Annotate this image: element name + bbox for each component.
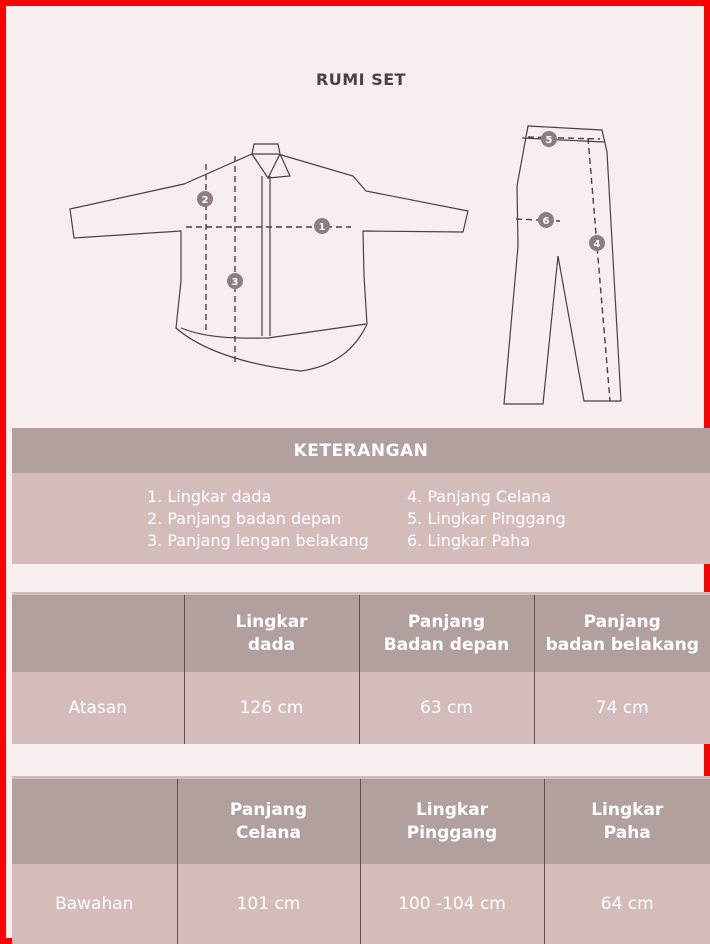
legend-item: 1. Lingkar dada — [147, 487, 272, 506]
size-table-top — [12, 595, 710, 744]
table-header-row — [12, 595, 710, 672]
legend-item: 3. Panjang lengan belakang — [147, 531, 369, 550]
table-cell: 100 -104 cm — [360, 864, 544, 944]
marker-2-label: 2 — [201, 195, 209, 206]
table-cell: 126 cm — [184, 672, 359, 744]
table-cell: 74 cm — [534, 672, 710, 744]
table-header-cell — [12, 595, 184, 672]
keterangan-legend — [12, 473, 710, 564]
table-header-cell: Lingkar dada — [184, 595, 359, 672]
table-header-cell — [12, 779, 177, 864]
table-cell: 63 cm — [359, 672, 534, 744]
legend-column-right — [407, 486, 566, 552]
table-cell: 64 cm — [544, 864, 710, 944]
page-title: RUMI SET — [315, 70, 407, 89]
table-cell: Atasan — [12, 672, 184, 744]
table-header-row — [12, 779, 710, 864]
table-row — [12, 864, 710, 944]
marker-3-label: 3 — [231, 277, 239, 288]
legend-item: 5. Lingkar Pinggang — [407, 509, 566, 528]
table-header-cell: Lingkar Paha — [544, 779, 710, 864]
shirt-placket — [262, 176, 270, 336]
marker-4-label: 4 — [593, 239, 601, 250]
marker-5-label: 5 — [545, 135, 553, 146]
keterangan-heading: KETERANGAN — [12, 428, 710, 473]
table-header-cell: Panjang Badan depan — [359, 595, 534, 672]
table-row — [12, 672, 710, 744]
shirt-collar — [252, 144, 290, 178]
table-header-cell: Lingkar Pinggang — [360, 779, 544, 864]
legend-item: 4. Panjang Celana — [407, 487, 552, 506]
marker-6-label: 6 — [542, 216, 550, 227]
shirt-hem — [181, 324, 366, 338]
size-table-bottom — [12, 779, 710, 944]
legend-item: 6. Lingkar Paha — [407, 531, 531, 550]
table-cell: Bawahan — [12, 864, 177, 944]
pants-outline — [504, 126, 621, 404]
table-header-cell: Panjang Celana — [177, 779, 360, 864]
marker-1-label: 1 — [318, 222, 326, 233]
garment-sketch — [6, 6, 710, 426]
legend-column-left — [147, 486, 369, 552]
table-cell: 101 cm — [177, 864, 360, 944]
legend-item: 2. Panjang badan depan — [147, 509, 342, 528]
table-header-cell: Panjang badan belakang — [534, 595, 710, 672]
